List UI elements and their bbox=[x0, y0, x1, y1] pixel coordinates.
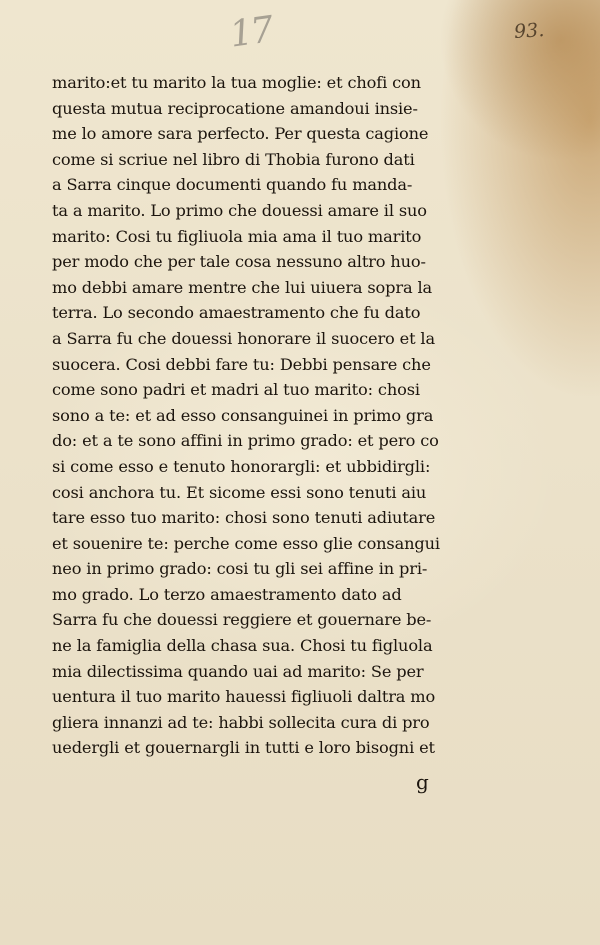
text-line: Sarra fu che douessi reggiere et gouernare be- bbox=[52, 610, 432, 630]
text-line: mo debbi amare mentre che lui uiuera sopra la bbox=[52, 277, 432, 297]
text-line: a Sarra cinque documenti quando fu manda- bbox=[52, 175, 413, 195]
text-line: come sono padri et madri al tuo marito: chosi bbox=[52, 380, 420, 400]
text-line: marito:et tu marito la tua moglie: et chofi con bbox=[52, 73, 421, 92]
text-line: do: et a te sono affini in primo grado: et pero co bbox=[52, 431, 439, 451]
text-line: gliera innanzi ad te: habbi sollecita cura di pro bbox=[52, 712, 430, 732]
text-line: si come esso e tenuto honorargli: et ubbidirgli: bbox=[52, 456, 431, 476]
text-line: mia dilectissima quando uai ad marito: Se per bbox=[52, 661, 424, 681]
printed-folio-number: 93. bbox=[513, 18, 545, 44]
text-line: come si scriue nel libro di Thobia furono dati bbox=[52, 149, 415, 169]
text-line: cosi anchora tu. Et sicome essi sono tenuti aiu bbox=[52, 482, 427, 502]
text-block bbox=[52, 70, 452, 761]
text-line: et souenire te: perche come esso glie consangui bbox=[52, 533, 440, 553]
text-line: per modo che per tale cosa nessuno altro huo- bbox=[52, 252, 426, 272]
manuscript-folio-number: 17 bbox=[227, 9, 275, 56]
text-line: questa mutua reciprocatione amandoui insie- bbox=[52, 98, 418, 118]
text-line: me lo amore sara perfecto. Per questa cagione bbox=[52, 124, 429, 144]
text-line: suocera. Cosi debbi fare tu: Debbi pensare che bbox=[52, 354, 431, 374]
text-line: sono a te: et ad esso consanguinei in primo gra bbox=[52, 405, 434, 425]
signature-mark: g bbox=[416, 770, 429, 794]
text-line: a Sarra fu che douessi honorare il suocero et la bbox=[52, 328, 435, 348]
text-line: mo grado. Lo terzo amaestramento dato ad bbox=[52, 584, 402, 604]
text-line: marito: Cosi tu figliuola mia ama il tuo marito bbox=[52, 226, 422, 246]
text-line: uentura il tuo marito hauessi figliuoli daltra mo bbox=[52, 687, 436, 707]
text-line: tare esso tuo marito: chosi sono tenuti adiutare bbox=[52, 508, 436, 528]
text-line: terra. Lo secondo amaestramento che fu dato bbox=[52, 303, 421, 323]
text-line: ne la famiglia della chasa sua. Chosi tu figluola bbox=[52, 636, 433, 656]
text-line: ta a marito. Lo primo che douessi amare il suo bbox=[52, 200, 427, 220]
text-line: neo in primo grado: cosi tu gli sei affine in pri- bbox=[52, 559, 428, 579]
text-line: uedergli et gouernargli in tutti e loro bisogni et bbox=[52, 738, 435, 758]
